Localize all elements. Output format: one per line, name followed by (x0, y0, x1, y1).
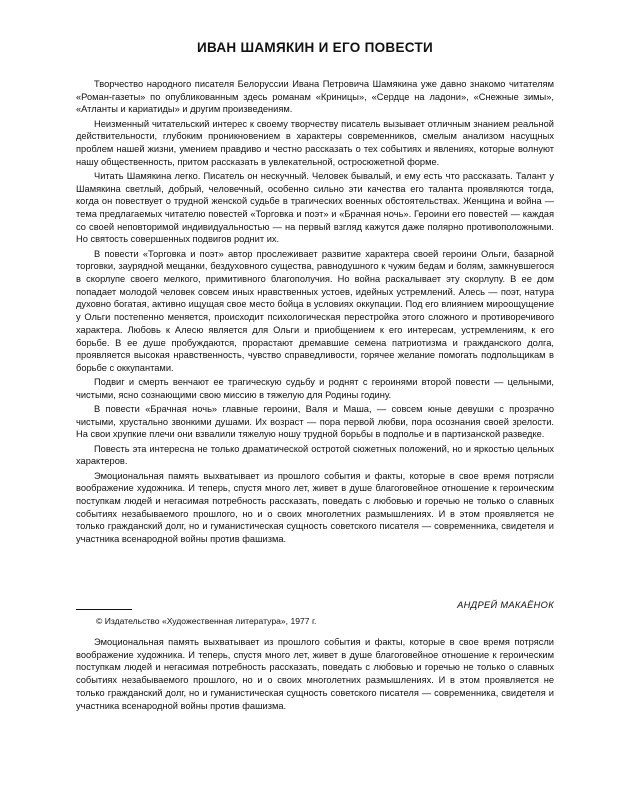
footnote-divider (76, 609, 132, 610)
author-signature: АНДРЕЙ МАКАЁНОК (457, 600, 554, 610)
article-body (76, 78, 554, 547)
paragraph: Повесть эта интересна не только драматической остротой сюжетных положений, но и яркостью цельных характеров. (76, 443, 554, 467)
repeated-paragraph-block (76, 636, 554, 712)
paragraph: Неизменный читательский интерес к своему творчеству писатель вызывает отличным знанием реальной действительности, глубоким проникновением в характеры современников, смелым анализом насущных проблем нашей жизни, умением правдиво и честно рассказать о тех событиях и явлениях, которые волнуют нашу общественность, притом рассказать в увлекательной, остросюжетной форме. (76, 118, 554, 167)
paragraph: Подвиг и смерть венчают ее трагическую судьбу и роднят с героинями второй повести — цельными, чистыми, ясно сознающими свою миссию в тяжелую для Родины годину. (76, 377, 554, 400)
page-title: ИВАН ШАМЯКИН И ЕГО ПОВЕСТИ (196, 40, 434, 55)
paragraph: Эмоциональная память выхватывает из прошлого события и факты, которые в свое время потрясли воображение художника. И теперь, спустя много лет, живет в душе благоговейное отношение к героическим поступкам людей и негасимая потребность рассказать, поведать с любовью и горечью не только о славных событиях незабываемого прошлого, но и о своих многолетних размышлениях. И в этом проявляется не только гражданский долг, но и гуманистическая сущность советского писателя — современника, свидетеля и участника всенародной войны против фашизма. (76, 637, 554, 711)
paragraph: Эмоциональная память выхватывает из прошлого события и факты, которые в свое время потрясли воображение художника. И теперь, спустя много лет, живет в душе благоговейное отношение к героическим поступкам людей и негасимая потребность рассказать, поведать с любовью и горечью не только о славных событиях незабываемого прошлого, но и о своих многолетних размышлениях. И в этом проявляется не только гражданский долг, но и гуманистическая сущность советского писателя — современника, свидетеля и участника всенародной войны против фашизма. (76, 470, 554, 545)
paragraph: В повести «Торговка и поэт» автор прослеживает развитие характера своей героини Ольги, базарной торговки, заурядной мещанки, бездуховного существа, равнодушного к чужим бедам и болям, замкнувшегося в скорлупе своего мелкого, примитивного благополучия. Но война раскалывает эту скорлупу. В ее дом попадает молодой человек совсем иных нравственных устоев, идейных устремлений. Алесь — поэт, натура духовно богатая, активно ищущая свое место бойца в условиях оккупации. Под его влиянием мироощущение у Ольги постепенно меняется, происходит психологическая перестройка этого сложного и противоречивого характера. Любовь к Алесю является для Ольги и приобщением к его интересам, устремлениям, к его борьбе. В ее душе пробуждаются, прорастают дремавшие семена патриотизма и гражданского долга, проявляется высокая нравственность, чувство справедливости, горячее желание помогать подпольщикам в борьбе с оккупантами. (76, 248, 554, 373)
paragraph: Читать Шамякина легко. Писатель он нескучный. Человек бывалый, и ему есть что рассказать. Талант у Шамякина светлый, добрый, человечный, особенно сильно эти качества его таланта проявляются тогда, когда он повествует о трудной женской судьбе в трагических военных обстоятельствах. Женщина и война — тема предлагаемых читателю повестей «Торговка и поэт» и «Брачная ночь». Героини его повестей — каждая со своей неповторимой индивидуальностью — на первый взгляд кажутся даже полярно противоположными. Но святость совершенных подвигов роднит их. (76, 170, 554, 245)
copyright-notice: © Издательство «Художественная литература», 1977 г. (96, 616, 317, 626)
paragraph: Творчество народного писателя Белоруссии Ивана Петровича Шамякина уже давно знакомо читателям «Роман-газеты» по опубликованным здесь романам «Криницы», «Сердце на ладони», «Снежные зимы», «Атланты и кариатиды» и другим произведениям. (76, 79, 554, 115)
paragraph: В повести «Брачная ночь» главные героини, Валя и Маша, — совсем юные девушки с прозрачно чистыми, хрустально звонкими душами. Их возраст — пора первой любви, пора осознания своей зрелости. На свои хрупкие плечи они взвалили тяжелую ношу трудной борьбы в подполье и в партизанской разведке. (76, 404, 554, 440)
